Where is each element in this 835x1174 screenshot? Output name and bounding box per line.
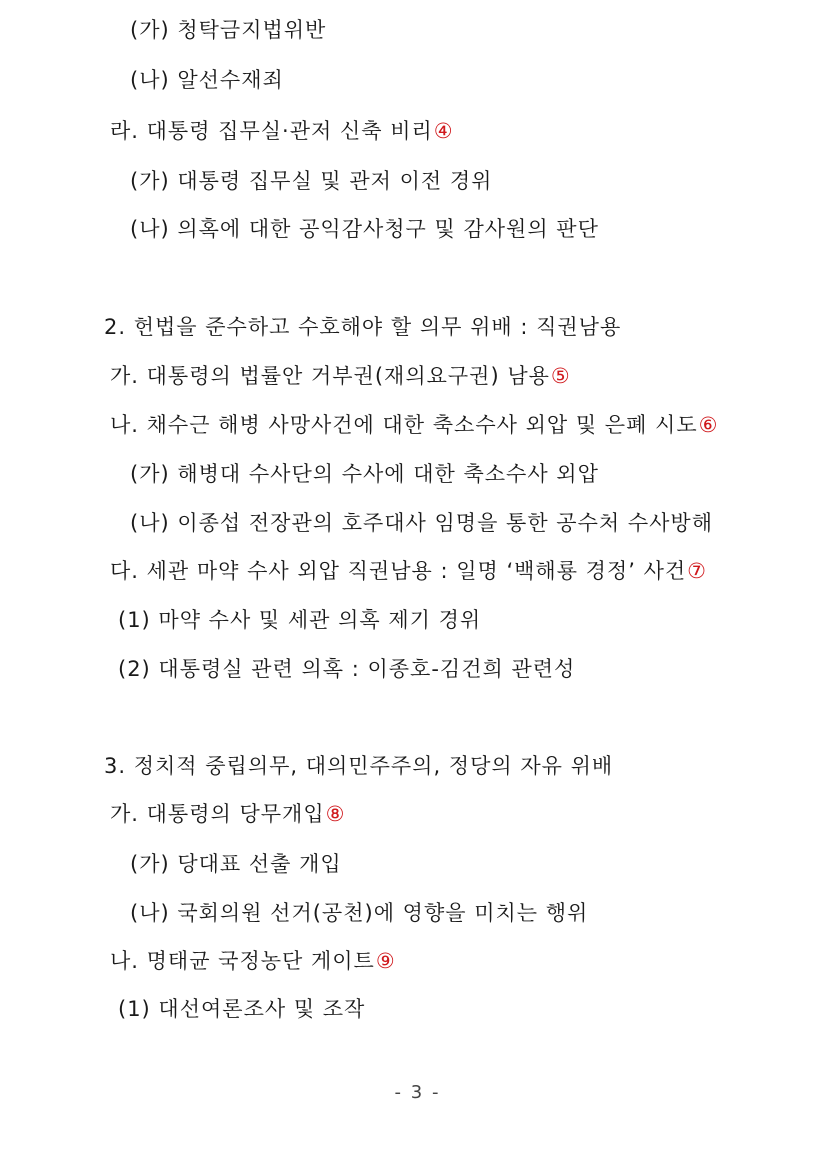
section-3-na-myung xyxy=(110,948,396,974)
section-ra-office-residence xyxy=(110,118,454,144)
item-3-na-1 xyxy=(118,996,365,1022)
line-text: (가) 해병대 수사단의 수사에 대한 축소수사 외압 xyxy=(130,462,599,486)
line-text: (가) 청탁금지법위반 xyxy=(130,18,327,42)
heading-3-neutrality xyxy=(104,753,613,779)
line-text: 다. 세관 마약 수사 외압 직권남용 : 일명 ‘백해룡 경정’ 사건 xyxy=(110,559,687,583)
line-text: (2) 대통령실 관련 의혹 : 이종호-김건희 관련성 xyxy=(118,657,576,681)
item-2-na-a xyxy=(130,461,599,487)
circled-number-marker: ④ xyxy=(433,119,454,143)
item-1b-alseon xyxy=(130,67,284,93)
line-text: (나) 알선수재죄 xyxy=(130,68,284,92)
item-2-da-2 xyxy=(118,656,575,682)
line-text: (1) 대선여론조사 및 조작 xyxy=(118,997,366,1021)
item-2-da-1 xyxy=(118,607,481,633)
circled-number-marker: ⑧ xyxy=(325,802,346,826)
circled-number-marker: ⑤ xyxy=(550,364,571,388)
line-text: 라. 대통령 집무실·관저 신축 비리 xyxy=(110,119,433,143)
section-2-na-marine xyxy=(110,412,718,438)
heading-2-constitution xyxy=(104,314,621,340)
line-text: 나. 채수근 해병 사망사건에 대한 축소수사 외압 및 은폐 시도 xyxy=(110,413,698,437)
item-1a-cheongtak xyxy=(130,17,326,43)
item-ra-b xyxy=(130,216,599,242)
circled-number-marker: ⑦ xyxy=(687,559,707,583)
line-text: (나) 이종섭 전장관의 호주대사 임명을 통한 공수처 수사방해 xyxy=(130,511,713,535)
item-3-ga-b xyxy=(130,900,588,926)
section-3-ga-party xyxy=(110,801,345,827)
section-2-da-customs xyxy=(110,558,707,584)
line-text: 가. 대통령의 당무개입 xyxy=(110,802,325,826)
section-2-ga-veto xyxy=(110,363,571,389)
circled-number-marker: ⑥ xyxy=(698,413,719,437)
line-text: (가) 대통령 집무실 및 관저 이전 경위 xyxy=(130,169,493,193)
item-2-na-b xyxy=(130,510,713,536)
item-3-ga-a xyxy=(130,851,342,877)
line-text: 3. 정치적 중립의무, 대의민주주의, 정당의 자유 위배 xyxy=(104,754,614,778)
line-text: 나. 명태균 국정농단 게이트 xyxy=(110,949,375,973)
line-text: (나) 국회의원 선거(공천)에 영향을 미치는 행위 xyxy=(130,901,589,925)
line-text: 가. 대통령의 법률안 거부권(재의요구권) 남용 xyxy=(110,364,550,388)
item-ra-a xyxy=(130,168,492,194)
line-text: (1) 마약 수사 및 세관 의혹 제기 경위 xyxy=(118,608,482,632)
line-text: 2. 헌법을 준수하고 수호해야 할 의무 위배 : 직권남용 xyxy=(104,315,622,339)
page-number: - 3 - xyxy=(394,1082,441,1103)
line-text: (나) 의혹에 대한 공익감사청구 및 감사원의 판단 xyxy=(130,217,599,241)
line-text: (가) 당대표 선출 개입 xyxy=(130,852,342,876)
circled-number-marker: ⑨ xyxy=(375,949,396,973)
